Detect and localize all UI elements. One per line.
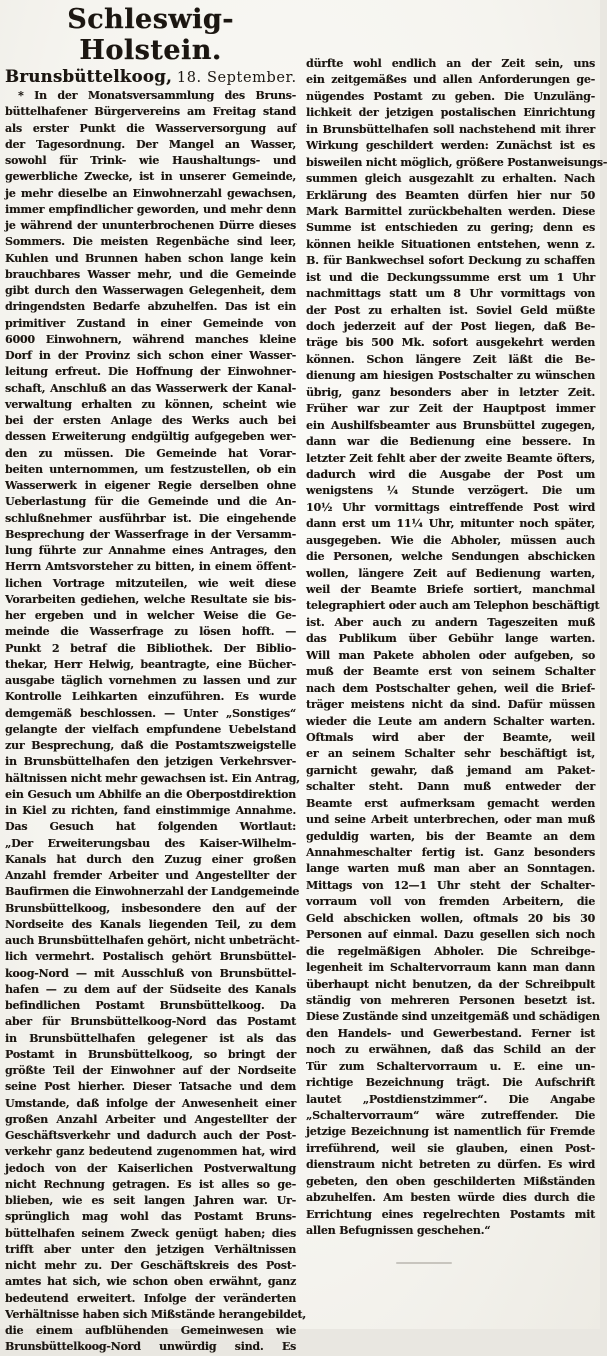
text-line: Besprechung der Wasserfrage in der Versamm- xyxy=(5,527,296,541)
text-line: verwaltung erhalten zu können, scheint wie xyxy=(5,397,296,411)
text-line: können heikle Situationen entstehen, wenn z. xyxy=(306,237,595,251)
article-body-left xyxy=(5,88,306,1356)
scan-artifact xyxy=(396,1262,452,1264)
text-line: schaft, Anschluß an das Wasserwerk der Kanal- xyxy=(5,381,296,395)
text-line: größte Teil der Einwohner auf der Nordseite xyxy=(5,1064,296,1077)
text-line: übrig, ganz besonders aber in letzter Zeit. xyxy=(306,385,595,399)
text-line: Geld abschicken wollen, oftmals 20 bis 30 xyxy=(306,911,595,925)
text-line: Kuhlen und Brunnen haben schon lange kein xyxy=(5,251,296,265)
text-line: Baufirmen die Einwohnerzahl der Landgemeinde xyxy=(5,885,300,899)
text-line: leitung erfreut. Die Hoffnung der Einwohner- xyxy=(5,365,296,379)
text-line: Summe ist entschieden zu gering; denn es xyxy=(306,221,595,235)
text-line: doch jederzeit auf der Post liegen, daß Be- xyxy=(306,320,595,333)
text-line: her ergeben und in welcher Weise die Ge- xyxy=(5,609,296,622)
text-line: Punkt 2 betraf die Bibliothek. Der Biblio- xyxy=(5,641,296,655)
text-line: nicht mehr zu. Der Geschäftskreis des Post- xyxy=(5,1259,296,1272)
text-line: er an seinem Schalter sehr beschäftigt ist, xyxy=(306,747,595,761)
text-line: verkehr ganz bedeutend zugenommen hat, wird xyxy=(5,1145,296,1159)
text-line: ein Gesuch um Abhilfe an die Oberpostdirektion xyxy=(5,787,296,801)
text-line: summen gleich ausgezahlt zu erhalten. Nach xyxy=(306,172,595,186)
text-line: nachmittags statt um 8 Uhr vormittags von xyxy=(306,287,595,301)
text-line: Diese Zustände sind unzeitgemäß und schädigen xyxy=(306,1010,600,1024)
text-line: der Post zu erhalten ist. Soviel Geld müßte xyxy=(306,303,595,317)
text-line: Will man Pakete abholen oder aufgeben, so xyxy=(306,648,595,662)
article-column-left xyxy=(5,0,306,1356)
text-line: Umstande, daß infolge der Anwesenheit einer xyxy=(5,1096,296,1110)
text-line: Erklärung des Beamten dürfen hier nur 50 xyxy=(306,188,595,202)
text-line: ständig von mehreren Personen besetzt ist. xyxy=(306,993,595,1007)
text-line: Anzahl fremder Arbeiter und Angestellter der xyxy=(5,869,296,882)
dateline-place: Brunsbüttelkoog, xyxy=(5,67,172,86)
text-line: Dorf in der Provinz sich schon einer Wasser- xyxy=(5,349,296,362)
text-line: jedoch von der Kaiserlichen Postverwaltung xyxy=(5,1161,296,1175)
text-line: bei der ersten Anlage des Werks auch bei xyxy=(5,414,296,427)
text-line: in Kiel zu richten, fand einstimmige Annahme. xyxy=(5,804,296,817)
text-line: überhaupt nicht benutzen, da der Schreibpult xyxy=(306,977,595,991)
text-line: dessen Erweiterung endgültig aufgegeben wer- xyxy=(5,430,296,444)
text-line: lung führte zur Annahme eines Antrages, den xyxy=(5,544,296,557)
text-line: abzuhelfen. Am besten würde dies durch die xyxy=(306,1191,595,1205)
text-line: hafen — zu dem auf der Südseite des Kanals xyxy=(5,982,296,996)
text-line: beiten unternommen, um festzustellen, ob ein xyxy=(5,462,296,476)
dateline-date: 18. September. xyxy=(176,70,297,86)
text-line: Brunsbüttelkoog-Nord unwürdig sind. Es xyxy=(5,1340,296,1354)
text-line: großen Anzahl Arbeiter und Angestellter der xyxy=(5,1112,296,1126)
text-line: schlußnehmer ausführbar ist. Die eingehende xyxy=(5,511,296,525)
text-line: Postamt in Brunsbüttelkoog, so bringt der xyxy=(5,1047,296,1061)
text-line: ist und die Deckungssumme erst um 1 Uhr xyxy=(306,270,595,284)
text-line: in Brunsbüttelhafen den jetzigen Verkehrsver- xyxy=(5,755,296,769)
text-line: demgemäß beschlossen. — Unter „Sonstiges“ xyxy=(5,706,296,720)
text-line: thekar, Herr Helwig, beantragte, eine Bücher- xyxy=(5,657,296,671)
text-line: Verhältnisse haben sich Mißstände herangebildet, xyxy=(5,1307,306,1321)
text-line: aber für Brunsbüttelkoog-Nord das Postamt xyxy=(5,1015,296,1029)
text-line: Kontrolle Leihkarten einzuführen. Es wurde xyxy=(5,690,296,704)
text-line: Geschäftsverkehr und dadurch auch der Post- xyxy=(5,1129,296,1142)
text-line: Tür zum Schaltervorraum u. E. eine un- xyxy=(306,1059,595,1073)
text-line: allen Befugnissen geschehen.“ xyxy=(306,1224,491,1238)
text-line: gewerbliche Zwecke, ist in unserer Gemeinde, xyxy=(5,170,296,184)
text-line: Brunsbüttelkoog, insbesondere den auf der xyxy=(5,901,296,915)
text-line: Annahmeschalter fertig ist. Ganz besonders xyxy=(306,846,595,859)
article-body-right xyxy=(306,56,607,1240)
text-line: Wirkung geschildert werden: Zunächst ist es xyxy=(306,139,595,153)
text-line: seine Post hierher. Dieser Tatsache und dem xyxy=(5,1080,296,1094)
text-line: nügendes Postamt zu geben. Die Unzuläng- xyxy=(306,89,595,103)
text-line: * In der Monatsversammlung des Bruns- xyxy=(18,89,296,102)
page-title: Schleswig-Holstein. xyxy=(67,4,234,66)
text-line: dienstraum nicht betreten zu dürfen. Es wird xyxy=(306,1158,595,1172)
text-line: bedeutend erweitert. Infolge der veränderten xyxy=(5,1291,296,1305)
text-line: immer empfindlicher geworden, und mehr denn xyxy=(5,202,296,216)
text-line: Früher war zur Zeit der Hauptpost immer xyxy=(306,402,595,416)
text-line: bisweilen nicht möglich, größere Postanweisungs- xyxy=(306,155,607,169)
text-line: Mittags von 12—1 Uhr steht der Schalter- xyxy=(306,878,595,892)
text-line: ein zeitgemäßes und allen Anforderungen ge- xyxy=(306,73,595,87)
text-line: ausgegeben. Wie die Abholer, müssen auch xyxy=(306,533,595,547)
text-line: träger meistens nicht da sind. Dafür müssen xyxy=(306,698,595,712)
text-line: und seine Arbeit unterbrechen, oder man muß xyxy=(306,813,595,827)
text-line: Kanals hat durch den Zuzug einer großen xyxy=(5,852,296,866)
text-line: Wasserwerk in eigener Regie derselben ohne xyxy=(5,479,296,492)
text-line: primitiver Zustand in einer Gemeinde von xyxy=(5,316,296,330)
text-line: in Brunsbüttelhafen gelegener ist als das xyxy=(5,1031,296,1045)
text-line: blieben, wie es seit langen Jahren war. Ur- xyxy=(5,1194,296,1207)
text-line: nach dem Postschalter gehen, weil die Brief- xyxy=(306,681,595,695)
text-line: 10½ Uhr vormittags eintreffende Post wird xyxy=(306,500,595,514)
text-line: befindlichen Postamt Brunsbüttelkoog. Da xyxy=(5,999,296,1012)
text-line: „Schaltervorraum“ wäre zutreffender. Die xyxy=(306,1109,595,1122)
text-line: dienung am hiesigen Postschalter zu wünschen xyxy=(306,369,595,383)
text-line: noch zu erwähnen, daß das Schild an der xyxy=(306,1043,595,1057)
text-line: lich vermehrt. Postalisch gehört Brunsbüttel- xyxy=(5,950,296,964)
text-line: Ueberlastung für die Gemeinde und die An- xyxy=(5,495,296,509)
text-line: vorraum voll von fremden Arbeitern, die xyxy=(306,895,595,909)
text-line: wollen, längere Zeit auf Bedienung warten, xyxy=(306,566,595,580)
text-line: telegraphiert oder auch am Telephon beschäftigt xyxy=(306,599,600,613)
text-line: auch Brunsbüttelhafen gehört, nicht unbeträcht- xyxy=(5,934,300,947)
article-column-right xyxy=(306,0,607,1240)
text-line: je mehr dieselbe an Einwohnerzahl gewachsen, xyxy=(5,186,296,200)
text-line: Personen auf einmal. Dazu gesellen sich noch xyxy=(306,928,595,942)
text-line: das Publikum über Gebühr lange warten. xyxy=(306,632,595,646)
text-line: träge bis 500 Mk. sofort ausgekehrt werden xyxy=(306,336,595,350)
text-line: die einem aufblühenden Gemeinwesen wie xyxy=(5,1324,296,1337)
text-line: sprünglich mag wohl das Postamt Bruns- xyxy=(5,1210,296,1224)
text-line: büttelhafen seinem Zweck genügt haben; dies xyxy=(5,1226,296,1240)
text-line: Nordseite des Kanals liegenden Teil, zu dem xyxy=(5,917,296,931)
text-line: 6000 Einwohnern, während manches kleine xyxy=(5,332,296,346)
text-line: zur Besprechung, daß die Postamtszweigstelle xyxy=(5,739,296,752)
text-line: ein Aushilfsbeamter aus Brunsbüttel zugegen, xyxy=(306,418,595,432)
text-line: dürfte wohl endlich an der Zeit sein, uns xyxy=(306,57,595,70)
text-line: den zu müssen. Die Gemeinde hat Vorar- xyxy=(5,446,296,460)
text-line: in Brunsbüttelhafen soll nachstehend mit ihrer xyxy=(306,122,595,136)
text-line: B. für Bankwechsel sofort Deckung zu schaffen xyxy=(306,254,595,268)
text-line: dadurch wird die Ausgabe der Post um xyxy=(306,467,595,481)
text-line: ausgabe täglich vornehmen zu lassen und zur xyxy=(5,674,296,687)
text-line: weil der Beamte Briefe sortiert, manchmal xyxy=(306,583,595,596)
text-line: der Tagesordnung. Der Mangel an Wasser, xyxy=(5,137,296,151)
text-line: Das Gesuch hat folgenden Wortlaut: xyxy=(5,820,296,834)
text-line: dann erst um 11¼ Uhr, mitunter noch später, xyxy=(306,517,595,531)
text-line: gibt durch den Wasserwagen Gelegenheit, dem xyxy=(5,284,296,297)
text-line: jetzige Bezeichnung ist namentlich für Fremde xyxy=(306,1125,595,1139)
text-line: Oftmals wird aber der Beamte, weil xyxy=(306,730,595,744)
text-line: dringendsten Bedarfe abzuhelfen. Das ist ein xyxy=(5,300,296,314)
text-line: gebeten, den oben geschilderten Mißständen xyxy=(306,1174,595,1188)
text-line: koog-Nord — mit Ausschluß von Brunsbüttel- xyxy=(5,966,296,980)
text-line: die Personen, welche Sendungen abschicken xyxy=(306,550,595,564)
text-line: hältnissen nicht mehr gewachsen ist. Ein Antrag, xyxy=(5,771,300,785)
text-line: schalter steht. Dann muß entweder der xyxy=(306,780,595,794)
text-line: als erster Punkt die Wasserversorgung auf xyxy=(5,121,296,135)
text-line: sowohl für Trink- wie Haushaltungs- und xyxy=(5,154,296,167)
text-line: letzter Zeit fehlt aber der zweite Beamte öfters, xyxy=(306,451,595,465)
text-line: richtige Bezeichnung trägt. Die Aufschrift xyxy=(306,1076,595,1090)
dateline xyxy=(5,66,296,88)
text-line: brauchbares Wasser mehr, und die Gemeinde xyxy=(5,267,296,281)
text-line: geduldig warten, bis der Beamte an dem xyxy=(306,829,595,843)
text-line: Errichtung eines regelrechten Postamts mit xyxy=(306,1207,595,1221)
text-line: lange warten muß man aber an Sonntagen. xyxy=(306,862,595,876)
text-line: lautet „Postdienstzimmer“. Die Angabe xyxy=(306,1092,595,1106)
text-line: legenheit im Schaltervorraum kann man dann xyxy=(306,961,595,975)
text-line: nicht Rechnung getragen. Es ist alles so ge- xyxy=(5,1177,296,1191)
text-line: Mark Barmittel zurückbehalten werden. Diese xyxy=(306,204,595,218)
text-line: amtes hat sich, wie schon oben erwähnt, ganz xyxy=(5,1275,296,1289)
text-line: Beamte erst aufmerksam gemacht werden xyxy=(306,796,595,810)
text-line: die regelmäßigen Abholer. Die Schreibge- xyxy=(306,944,595,958)
text-line: Vorarbeiten gediehen, welche Resultate sie bis- xyxy=(5,592,296,606)
text-line: lichkeit der jetzigen postalischen Einrichtung xyxy=(306,106,595,120)
text-line: muß der Beamte erst von seinem Schalter xyxy=(306,665,595,679)
text-line: gelangte der vielfach empfundene Uebelstand xyxy=(5,722,296,736)
text-line: „Der Erweiterungsbau des Kaiser-Wilhelm- xyxy=(5,836,296,850)
text-line: garnicht gewahr, daß jemand am Paket- xyxy=(306,763,595,777)
text-line: lichen Vortrage mitzuteilen, wie weit diese xyxy=(5,576,296,590)
text-line: irreführend, weil sie glauben, einen Post- xyxy=(306,1141,595,1155)
text-line: meinde die Wasserfrage zu lösen hofft. — xyxy=(5,625,296,639)
text-line: können. Schon längere Zeit läßt die Be- xyxy=(306,352,595,366)
text-line: büttelhafener Bürgervereins am Freitag stand xyxy=(5,105,296,119)
text-line: trifft aber unter den jetzigen Verhältnissen xyxy=(5,1242,296,1256)
text-line: je während der ununterbrochenen Dürre dieses xyxy=(5,219,296,232)
text-line: Sommers. Die meisten Regenbäche sind leer, xyxy=(5,235,296,249)
text-line: wenigstens ¼ Stunde verzögert. Die um xyxy=(306,484,595,498)
text-line: dann war die Bedienung eine bessere. In xyxy=(306,435,595,449)
text-line: wieder die Leute am andern Schalter warten. xyxy=(306,714,595,728)
text-line: Herrn Amtsvorsteher zu bitten, in einem öffent- xyxy=(5,560,296,574)
text-line: ist. Aber auch zu andern Tageszeiten muß xyxy=(306,615,595,629)
text-line: den Handels- und Gewerbestand. Ferner ist xyxy=(306,1026,595,1040)
